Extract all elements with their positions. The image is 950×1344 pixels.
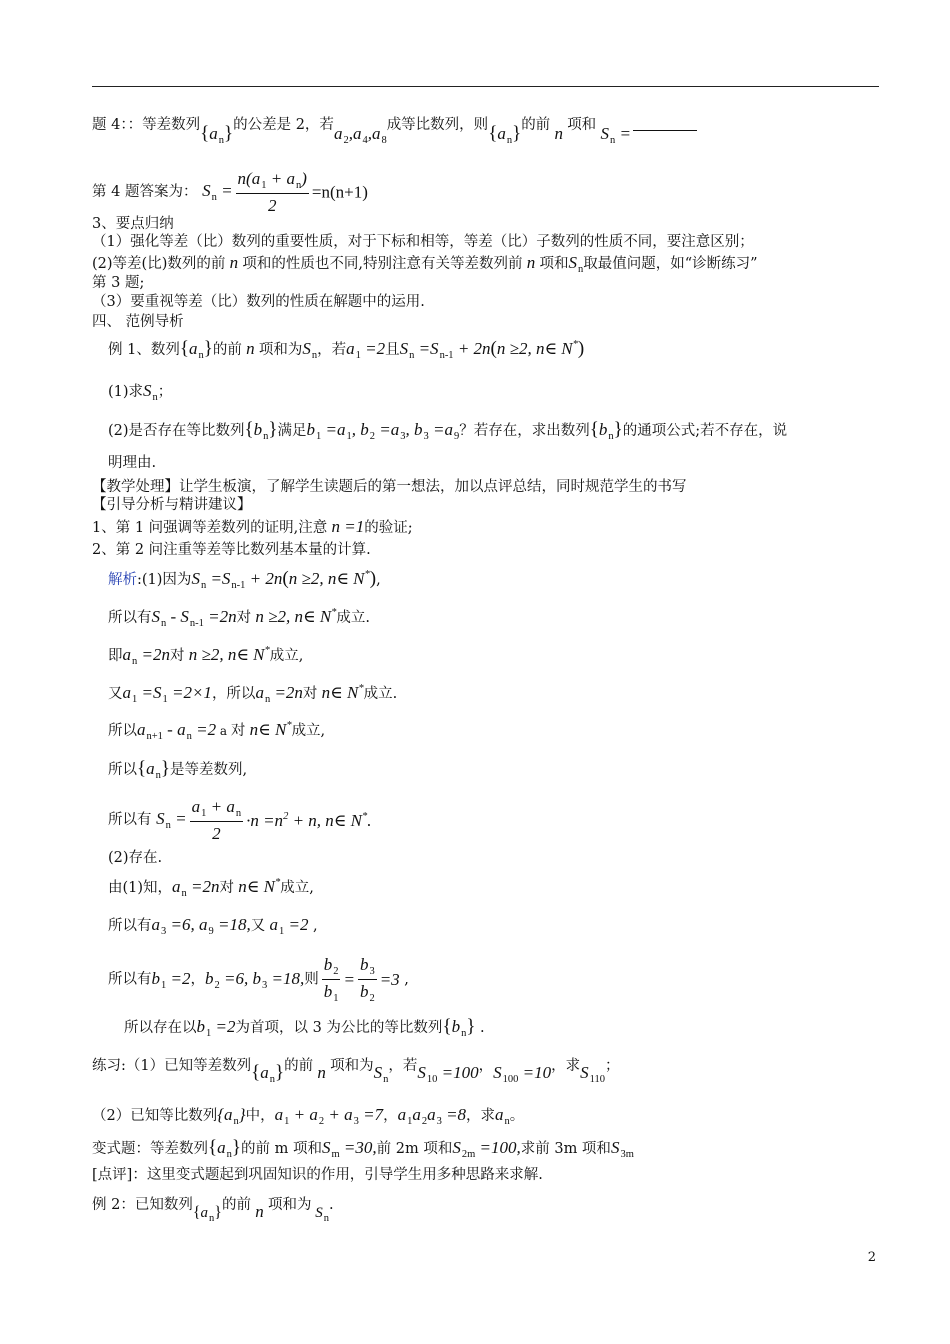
text-span: 由(1)知， xyxy=(108,880,173,896)
solution-line-11: 所以有$b_1 =2$，$b_2 =6$, $b_3 =18$,则 $\frac{b_2}{b_1}$ = $\frac{b_3}{b_2}$ =3 , xyxy=(108,955,409,1005)
text-span: ，若 xyxy=(317,342,347,358)
text-span: 项和为 xyxy=(330,1058,374,1074)
text-span: （2）已知等比数列 xyxy=(92,1108,218,1124)
text-span: 变式题：等差数列 xyxy=(92,1141,208,1157)
text-span: 成立, xyxy=(269,648,304,664)
text-span: 所以有 xyxy=(108,610,152,626)
text-span: 成等比数列，则 xyxy=(386,117,489,133)
text-span: 又 xyxy=(250,918,266,934)
text-span: 的通项公式;若不存在，说 xyxy=(622,423,788,439)
text-span: 成立. xyxy=(336,610,371,626)
comment: [点评]：这里变式题起到巩固知识的作用，引导学生用多种思路来求解. xyxy=(92,1167,543,1183)
text-span: 的前 xyxy=(284,1058,314,1074)
text-span: 项和 xyxy=(539,256,569,272)
solution-line-5: 所以$a_{n+1} - a_n =2$ a 对 n∈ N*成立, xyxy=(108,720,326,742)
text-span: 所以有 xyxy=(108,812,152,829)
text-span: 所以 xyxy=(108,723,137,739)
practice-2: （2）已知等比数列$\{a_n\}$中，$a_1 + a_2 + a_3 =7$，$a_1a_2a_3 =8$，求$a_n$。 xyxy=(92,1105,525,1127)
text-span: 所以有 xyxy=(108,971,152,988)
text-span: 中， xyxy=(245,1108,275,1124)
text-span: ？若存在，求出数列 xyxy=(459,423,590,439)
text-span: 满足 xyxy=(277,423,307,439)
text-span: 前 2m 项和 xyxy=(376,1141,453,1157)
solution-part-2: (2)存在. xyxy=(108,850,163,866)
text-span: 的公差是 2，若 xyxy=(233,117,334,133)
text-span: ； xyxy=(157,384,173,400)
solution-conclusion: 所以存在以$b_1 =2$为首项，以 3 为公比的等比数列$\{b_n\}$ . xyxy=(124,1016,485,1039)
solution-line-4: 又$a_1 =S_1 =2\times 1$，所以$a_n =2n$对 n∈ N*成立. xyxy=(108,683,398,705)
section-3-point-2: (2)等差(比)数列的前 n 项和的性质也不同,特别注意有关等差数列前 n 项和$S_n$取最值问题，如“诊断练习” xyxy=(92,253,758,275)
answer-blank xyxy=(633,130,697,131)
text-span: 所以有 xyxy=(108,918,152,934)
fraction: $\frac{b_2}{b_1}$ xyxy=(323,955,339,1005)
problem-4-line: 题 4：：等差数列$\{a_n\}$的公差是 2，若$a_2,a_4,a_8$成等比数列，则$\{a_n\}$的前 n 项和 $S_n$ = xyxy=(92,116,697,147)
guidance-title: 【引导分析与精讲建议】 xyxy=(92,497,252,513)
text-span: 的前 xyxy=(521,117,551,133)
text-span: 对 xyxy=(302,686,318,702)
solution-line-3: 即$a_n =2n$对 n ≥2, n∈ N*成立, xyxy=(108,645,304,667)
text-span: :(1)因为 xyxy=(137,572,192,588)
text-span: 成立, xyxy=(291,723,326,739)
text-span: 的前 xyxy=(212,342,242,358)
guidance-2: 2、第 2 问注重等差等比数列基本量的计算. xyxy=(92,542,371,558)
example-1-q2: (2)是否存在等比数列$\{b_n\}$满足$b_1 =a_1$, $b_2 =a_3$, $b_3 =a_9$？若存在，求出数列$\{b_n\}$的通项公式;若不存在，说 xyxy=(108,419,788,442)
text-span: 的前 m 项和 xyxy=(241,1141,322,1157)
page-number: 2 xyxy=(867,1250,876,1265)
text-span: 是等差数列, xyxy=(170,762,248,778)
text-span: 对 xyxy=(219,880,235,896)
text-span: 第 4 题答案为： xyxy=(92,184,198,201)
text-span: 例 2：已知数列 xyxy=(92,1197,193,1213)
text-span: 对 xyxy=(236,610,252,626)
text-span: 练习:（1）已知等差数列 xyxy=(92,1058,252,1074)
solution-line-7: 所以有 $S_n$ = $\frac{a_1 + a_n}{2}$ $\cdot n =n^2 + n$, n∈ N*. xyxy=(108,797,372,844)
text-span: ，所以 xyxy=(211,686,256,702)
example-1-statement: 例 1、数列$\{a_n\}$的前 n 项和为$S_n$，若$a_1 =2$且$S_n =S_{n-1} + 2n(n \ge 2$, n∈ N*) xyxy=(108,338,585,361)
text-span: ，求 xyxy=(466,1108,496,1124)
section-4-title: 四、 范例导析 xyxy=(92,314,184,330)
text-span: 为首项，以 3 为公比的等比数列 xyxy=(235,1020,443,1036)
text-span: 成立, xyxy=(280,880,314,896)
header-rule xyxy=(92,86,879,87)
text-span: (2)等差(比)数列的前 xyxy=(92,256,226,272)
example-2-statement: 例 2：已知数列$\{a_n\}$的前 n 项和为 $S_n$. xyxy=(92,1197,334,1224)
solution-line-2: 所以有$S_n - S_{n-1} =2n$对 n ≥2, n∈ N*成立. xyxy=(108,607,371,629)
text-span: 求前 3m 项和 xyxy=(520,1141,611,1157)
text-span: 的前 xyxy=(221,1197,251,1213)
text-span: 题 4：：等差数列 xyxy=(92,117,201,133)
example-1-q1: (1)求$S_n$； xyxy=(108,381,173,403)
text-span: ，若 xyxy=(388,1058,418,1074)
guidance-1: 1、第 1 问强调等差数列的证明,注意 n =1的验证; xyxy=(92,517,413,536)
solution-label: 解析 xyxy=(108,572,137,588)
text-span: 且 xyxy=(385,342,400,358)
text-span: (2)是否存在等比数列 xyxy=(108,423,245,439)
variant-problem: 变式题：等差数列$\{a_n\}$的前 m 项和$S_m =30$,前 2m 项和$S_{2m} =100$,求前 3m 项和$S_{3m}$ xyxy=(92,1137,634,1160)
text-span: 对 xyxy=(169,648,185,664)
text-span: 取最值问题，如“诊断练习” xyxy=(583,256,758,272)
solution-line-10: 所以有$a_3 =6$, $a_9 =18$,又 $a_1 =2$ , xyxy=(108,915,318,937)
text-span: 项和的性质也不同,特别注意有关等差数列前 xyxy=(242,256,523,272)
text-span: 又 xyxy=(108,686,123,702)
fraction: $\frac{n(a_1 + a_n)}{2}$ xyxy=(237,169,307,216)
text-span: 项和 xyxy=(567,117,597,133)
text-span: (1)求 xyxy=(108,384,144,400)
fraction: $\frac{a_1 + a_n}{2}$ xyxy=(191,797,242,844)
example-1-q2-cont: 明理由. xyxy=(108,455,157,471)
text-span: 成立. xyxy=(363,686,398,702)
practice-1: 练习:（1）已知等差数列$\{a_n\}$的前 n 项和为$S_n$，若$S_{10} =100$，$S_{100} =10$，求$S_{110}$； xyxy=(92,1058,620,1085)
solution-line-6: 所以$\{a_n\}$是等差数列, xyxy=(108,758,248,781)
text-span: 对 xyxy=(230,723,246,739)
fraction: $\frac{b_3}{b_2}$ xyxy=(359,955,375,1005)
solution-line-1: 解析:(1)因为$S_n =S_{n-1} + 2n(n \ge 2$, n∈ N*), xyxy=(108,568,381,591)
text-span: 所以存在以 xyxy=(124,1020,197,1036)
text-span: 所以 xyxy=(108,762,137,778)
section-3-title: 3、要点归纳 xyxy=(92,216,174,232)
section-3-point-1: （1）强化等差（比）数列的重要性质，对于下标和相等，等差（比）子数列的性质不同，要注意区别； xyxy=(92,234,754,250)
answer-4-line: 第 4 题答案为： $S_n$ = $\frac{n(a_1 + a_n)}{2}$ =n(n+1) xyxy=(92,169,368,216)
solution-line-9: 由(1)知，$a_n =2n$对 n∈ N*成立, xyxy=(108,877,314,899)
text-span: 即 xyxy=(108,648,123,664)
text-span: 的验证; xyxy=(364,520,413,536)
teaching-note: 【教学处理】让学生板演，了解学生读题后的第一想法，加以点评总结，同时规范学生的书写 xyxy=(92,479,687,495)
text-span: 项和为 xyxy=(267,1197,312,1213)
text-span: ，求 xyxy=(551,1058,581,1074)
text-span: 项和为 xyxy=(258,342,303,358)
text-span: 例 1、数列 xyxy=(108,342,180,358)
text-span: 则 xyxy=(304,971,319,988)
section-3-point-3: （3）要重视等差（比）数列的性质在解题中的运用. xyxy=(92,294,425,310)
text-span: 1、第 1 问强调等差数列的证明,注意 xyxy=(92,520,328,536)
section-3-point-2-cont: 第 3 题; xyxy=(92,275,145,291)
